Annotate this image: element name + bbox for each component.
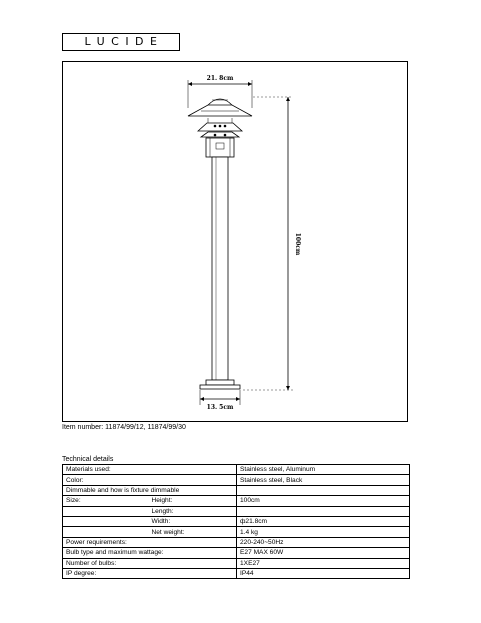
spec-sublabel <box>149 475 237 485</box>
spec-sublabel <box>149 537 237 547</box>
spec-label <box>63 516 149 526</box>
spec-label: Power requirements: <box>63 537 149 547</box>
spec-label: IP degree: <box>63 568 149 578</box>
lamp-base-collar <box>206 380 234 385</box>
spec-label <box>63 527 149 537</box>
spec-row <box>63 548 410 558</box>
spec-value: ф21.8cm <box>237 516 410 526</box>
spec-label: Materials used: <box>63 465 149 475</box>
spec-label <box>63 506 149 516</box>
spec-label: Bulb type and maximum wattage: <box>63 548 149 558</box>
technical-drawing <box>62 61 408 422</box>
spec-label: Dimmable and how is fixture dimmable <box>63 485 149 495</box>
spec-sublabel <box>149 558 237 568</box>
spec-value: Stainless steel, Aluminum <box>237 465 410 475</box>
spec-row <box>63 465 410 475</box>
spec-value: 1.4 kg <box>237 527 410 537</box>
spec-label: Number of bulbs: <box>63 558 149 568</box>
spec-value <box>237 485 410 495</box>
spec-value: IP44 <box>237 568 410 578</box>
brand-logo-text: LUCIDE <box>84 35 164 48</box>
item-number: Item number: 11874/99/12, 11874/99/30 <box>62 424 186 431</box>
spec-row <box>63 558 410 568</box>
spec-row <box>63 506 410 516</box>
spec-row <box>63 475 410 485</box>
spec-label: Size: <box>63 496 149 506</box>
spec-sublabel: Height: <box>149 496 237 506</box>
spec-sublabel: Width: <box>149 516 237 526</box>
spec-value <box>237 506 410 516</box>
brand-logo <box>62 33 180 51</box>
lamp-top-shade <box>188 105 252 116</box>
technical-details-table <box>62 464 410 579</box>
spec-value: 1XE27 <box>237 558 410 568</box>
spec-value: 220-240~50Hz <box>237 537 410 547</box>
spec-row <box>63 516 410 526</box>
spec-sublabel <box>149 465 237 475</box>
spec-row <box>63 537 410 547</box>
spec-value: 100cm <box>237 496 410 506</box>
lamp-shade-ring-2 <box>201 132 239 137</box>
lamp-illustration <box>63 62 409 423</box>
spec-sublabel: Net weight: <box>149 527 237 537</box>
spec-row <box>63 527 410 537</box>
spec-label: Color: <box>63 475 149 485</box>
lamp-pole <box>212 157 228 380</box>
spec-row <box>63 485 410 495</box>
spec-sublabel: Length: <box>149 506 237 516</box>
lamp-base-plate <box>200 385 240 389</box>
width-label: 21. 8cm <box>206 75 234 82</box>
technical-details-heading: Technical details <box>62 456 114 463</box>
spec-row <box>63 496 410 506</box>
spec-sublabel <box>149 568 237 578</box>
spec-row <box>63 568 410 578</box>
base-label: 13. 5cm <box>206 404 234 411</box>
spec-value: Stainless steel, Black <box>237 475 410 485</box>
height-label: 100cm <box>294 232 301 256</box>
spec-value: E27 MAX 60W <box>237 548 410 558</box>
